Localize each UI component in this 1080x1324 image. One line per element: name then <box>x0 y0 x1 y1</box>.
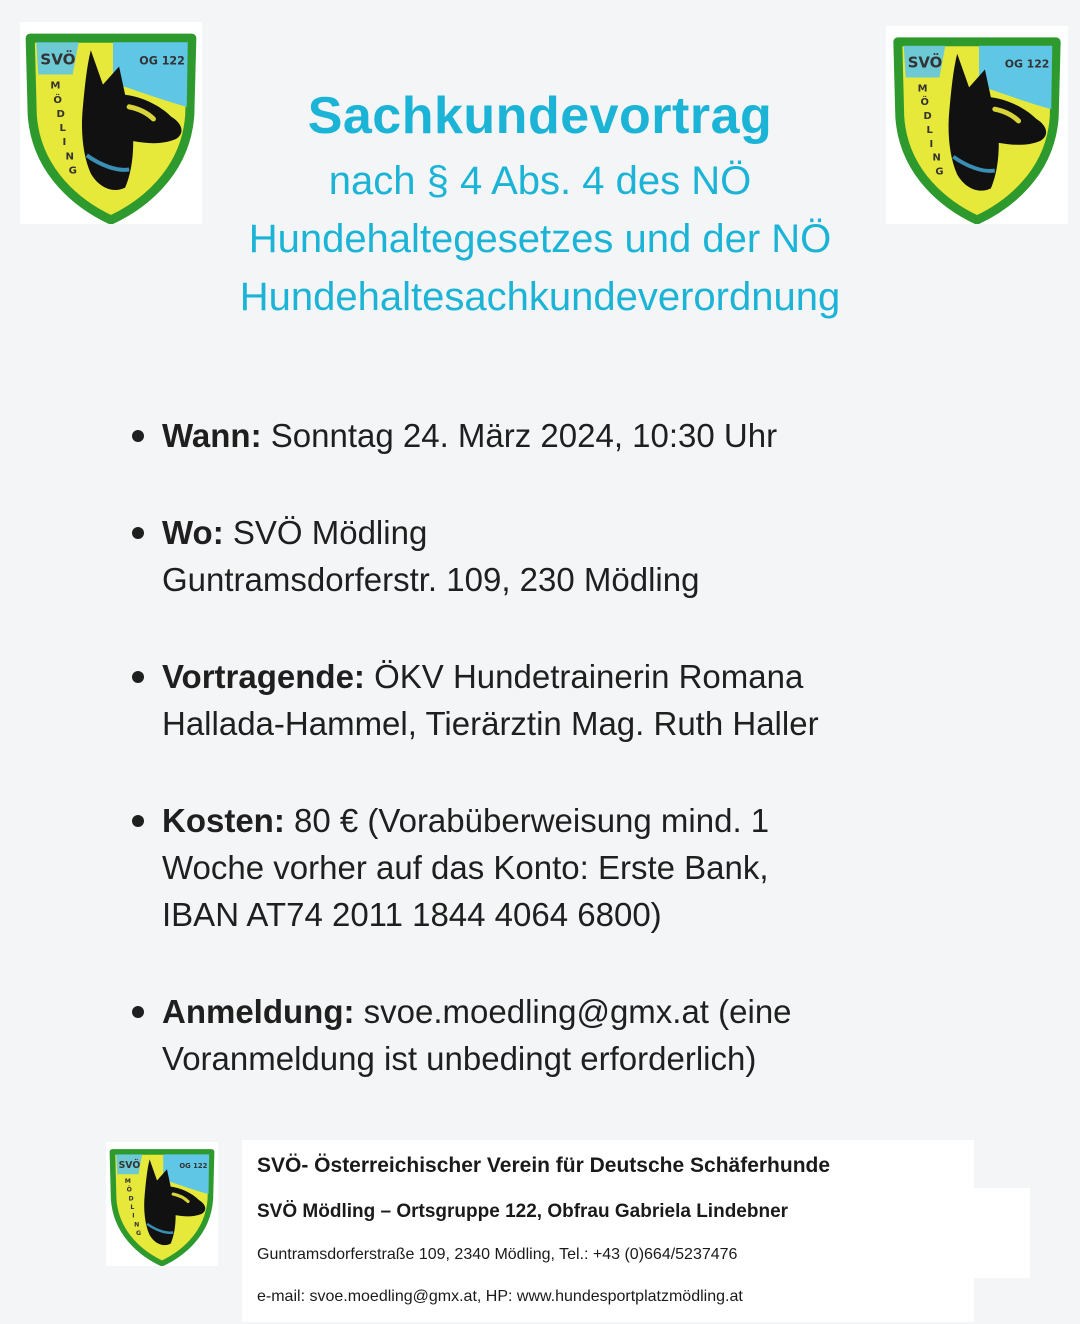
footer-local-group: SVÖ Mödling – Ortsgruppe 122, Obfrau Gabriela Lindebner <box>257 1201 789 1222</box>
svg-text:Ö: Ö <box>126 1186 132 1194</box>
event-details-list <box>130 412 950 1132</box>
svg-text:G: G <box>68 165 77 177</box>
bullet-icon <box>132 1006 144 1018</box>
footer-address: Guntramsdorferstraße 109, 2340 Mödling, Tel.: +43 (0)664/5237476 <box>257 1246 738 1263</box>
svg-text:L: L <box>130 1203 135 1211</box>
footer-contact: e-mail: svoe.moedling@gmx.at, HP: www.hundesportplatzmödling.at <box>257 1288 743 1305</box>
detail-value: IBAN AT74 2011 1844 4064 6800) <box>162 896 662 933</box>
svg-text:M: M <box>124 1177 131 1185</box>
subtitle <box>150 152 930 326</box>
detail-value: svoe.moedling@gmx.at (eine <box>363 993 792 1030</box>
title-block <box>150 82 930 326</box>
club-logo-footer <box>106 1142 218 1266</box>
detail-registration <box>130 988 950 1082</box>
detail-value: Guntramsdorferstr. 109, 230 Mödling <box>162 561 700 598</box>
detail-label: Wo: <box>162 514 224 551</box>
footer <box>257 1148 1017 1312</box>
detail-speakers <box>130 653 950 747</box>
svg-text:OG 122: OG 122 <box>1004 57 1050 71</box>
svg-text:L: L <box>926 124 933 136</box>
detail-value: Hallada-Hammel, Tierärztin Mag. Ruth Haller <box>162 705 819 742</box>
detail-value: ÖKV Hundetrainerin Romana <box>374 658 804 695</box>
detail-label: Kosten: <box>162 802 285 839</box>
svg-text:I: I <box>62 137 67 149</box>
detail-value: 80 € (Vorabüberweisung mind. 1 <box>294 802 770 839</box>
bullet-icon <box>132 671 144 683</box>
svg-text:Ö: Ö <box>53 94 63 106</box>
svg-text:M: M <box>50 80 61 92</box>
detail-costs <box>130 797 950 938</box>
detail-label: Vortragende: <box>162 658 365 695</box>
svg-text:M: M <box>917 83 928 95</box>
page-title: Sachkundevortrag <box>307 87 773 145</box>
svg-text:OG 122: OG 122 <box>179 1162 208 1171</box>
svg-text:G: G <box>135 1230 142 1237</box>
svg-text:SVÖ: SVÖ <box>118 1160 141 1172</box>
detail-where <box>130 509 950 603</box>
subtitle-line: Hundehaltegesetzes und der NÖ <box>248 217 832 261</box>
detail-value: SVÖ Mödling <box>232 514 428 551</box>
svg-text:N: N <box>65 151 75 163</box>
bullet-icon <box>132 527 144 539</box>
svg-text:I: I <box>929 138 934 150</box>
svg-text:L: L <box>59 123 66 135</box>
detail-value: Voranmeldung ist unbedingt erforderlich) <box>162 1040 757 1077</box>
detail-label: Anmeldung: <box>162 993 355 1030</box>
svg-text:OG 122: OG 122 <box>139 54 185 68</box>
bullet-icon <box>132 815 144 827</box>
svg-text:D: D <box>56 108 65 120</box>
svg-text:SVÖ: SVÖ <box>40 50 76 69</box>
subtitle-line: nach § 4 Abs. 4 des NÖ <box>328 159 752 203</box>
svg-text:N: N <box>134 1221 140 1229</box>
svg-text:D: D <box>923 111 932 123</box>
bullet-icon <box>132 430 144 442</box>
detail-when <box>130 412 950 459</box>
svg-text:N: N <box>932 152 941 164</box>
svg-text:SVÖ: SVÖ <box>907 53 943 72</box>
detail-label: Wann: <box>162 417 262 454</box>
subtitle-line: Hundehaltesachkundeverordnung <box>239 275 841 319</box>
svg-text:I: I <box>132 1212 135 1220</box>
footer-club-name: SVÖ- Österreichischer Verein für Deutsche Schäferhunde <box>257 1154 831 1177</box>
svg-text:D: D <box>128 1195 134 1203</box>
detail-value: Woche vorher auf das Konto: Erste Bank, <box>162 849 769 886</box>
shield-emblem-icon <box>106 1142 218 1266</box>
svg-text:Ö: Ö <box>920 97 929 109</box>
svg-text:G: G <box>935 166 944 178</box>
detail-value: Sonntag 24. März 2024, 10:30 Uhr <box>270 417 778 454</box>
